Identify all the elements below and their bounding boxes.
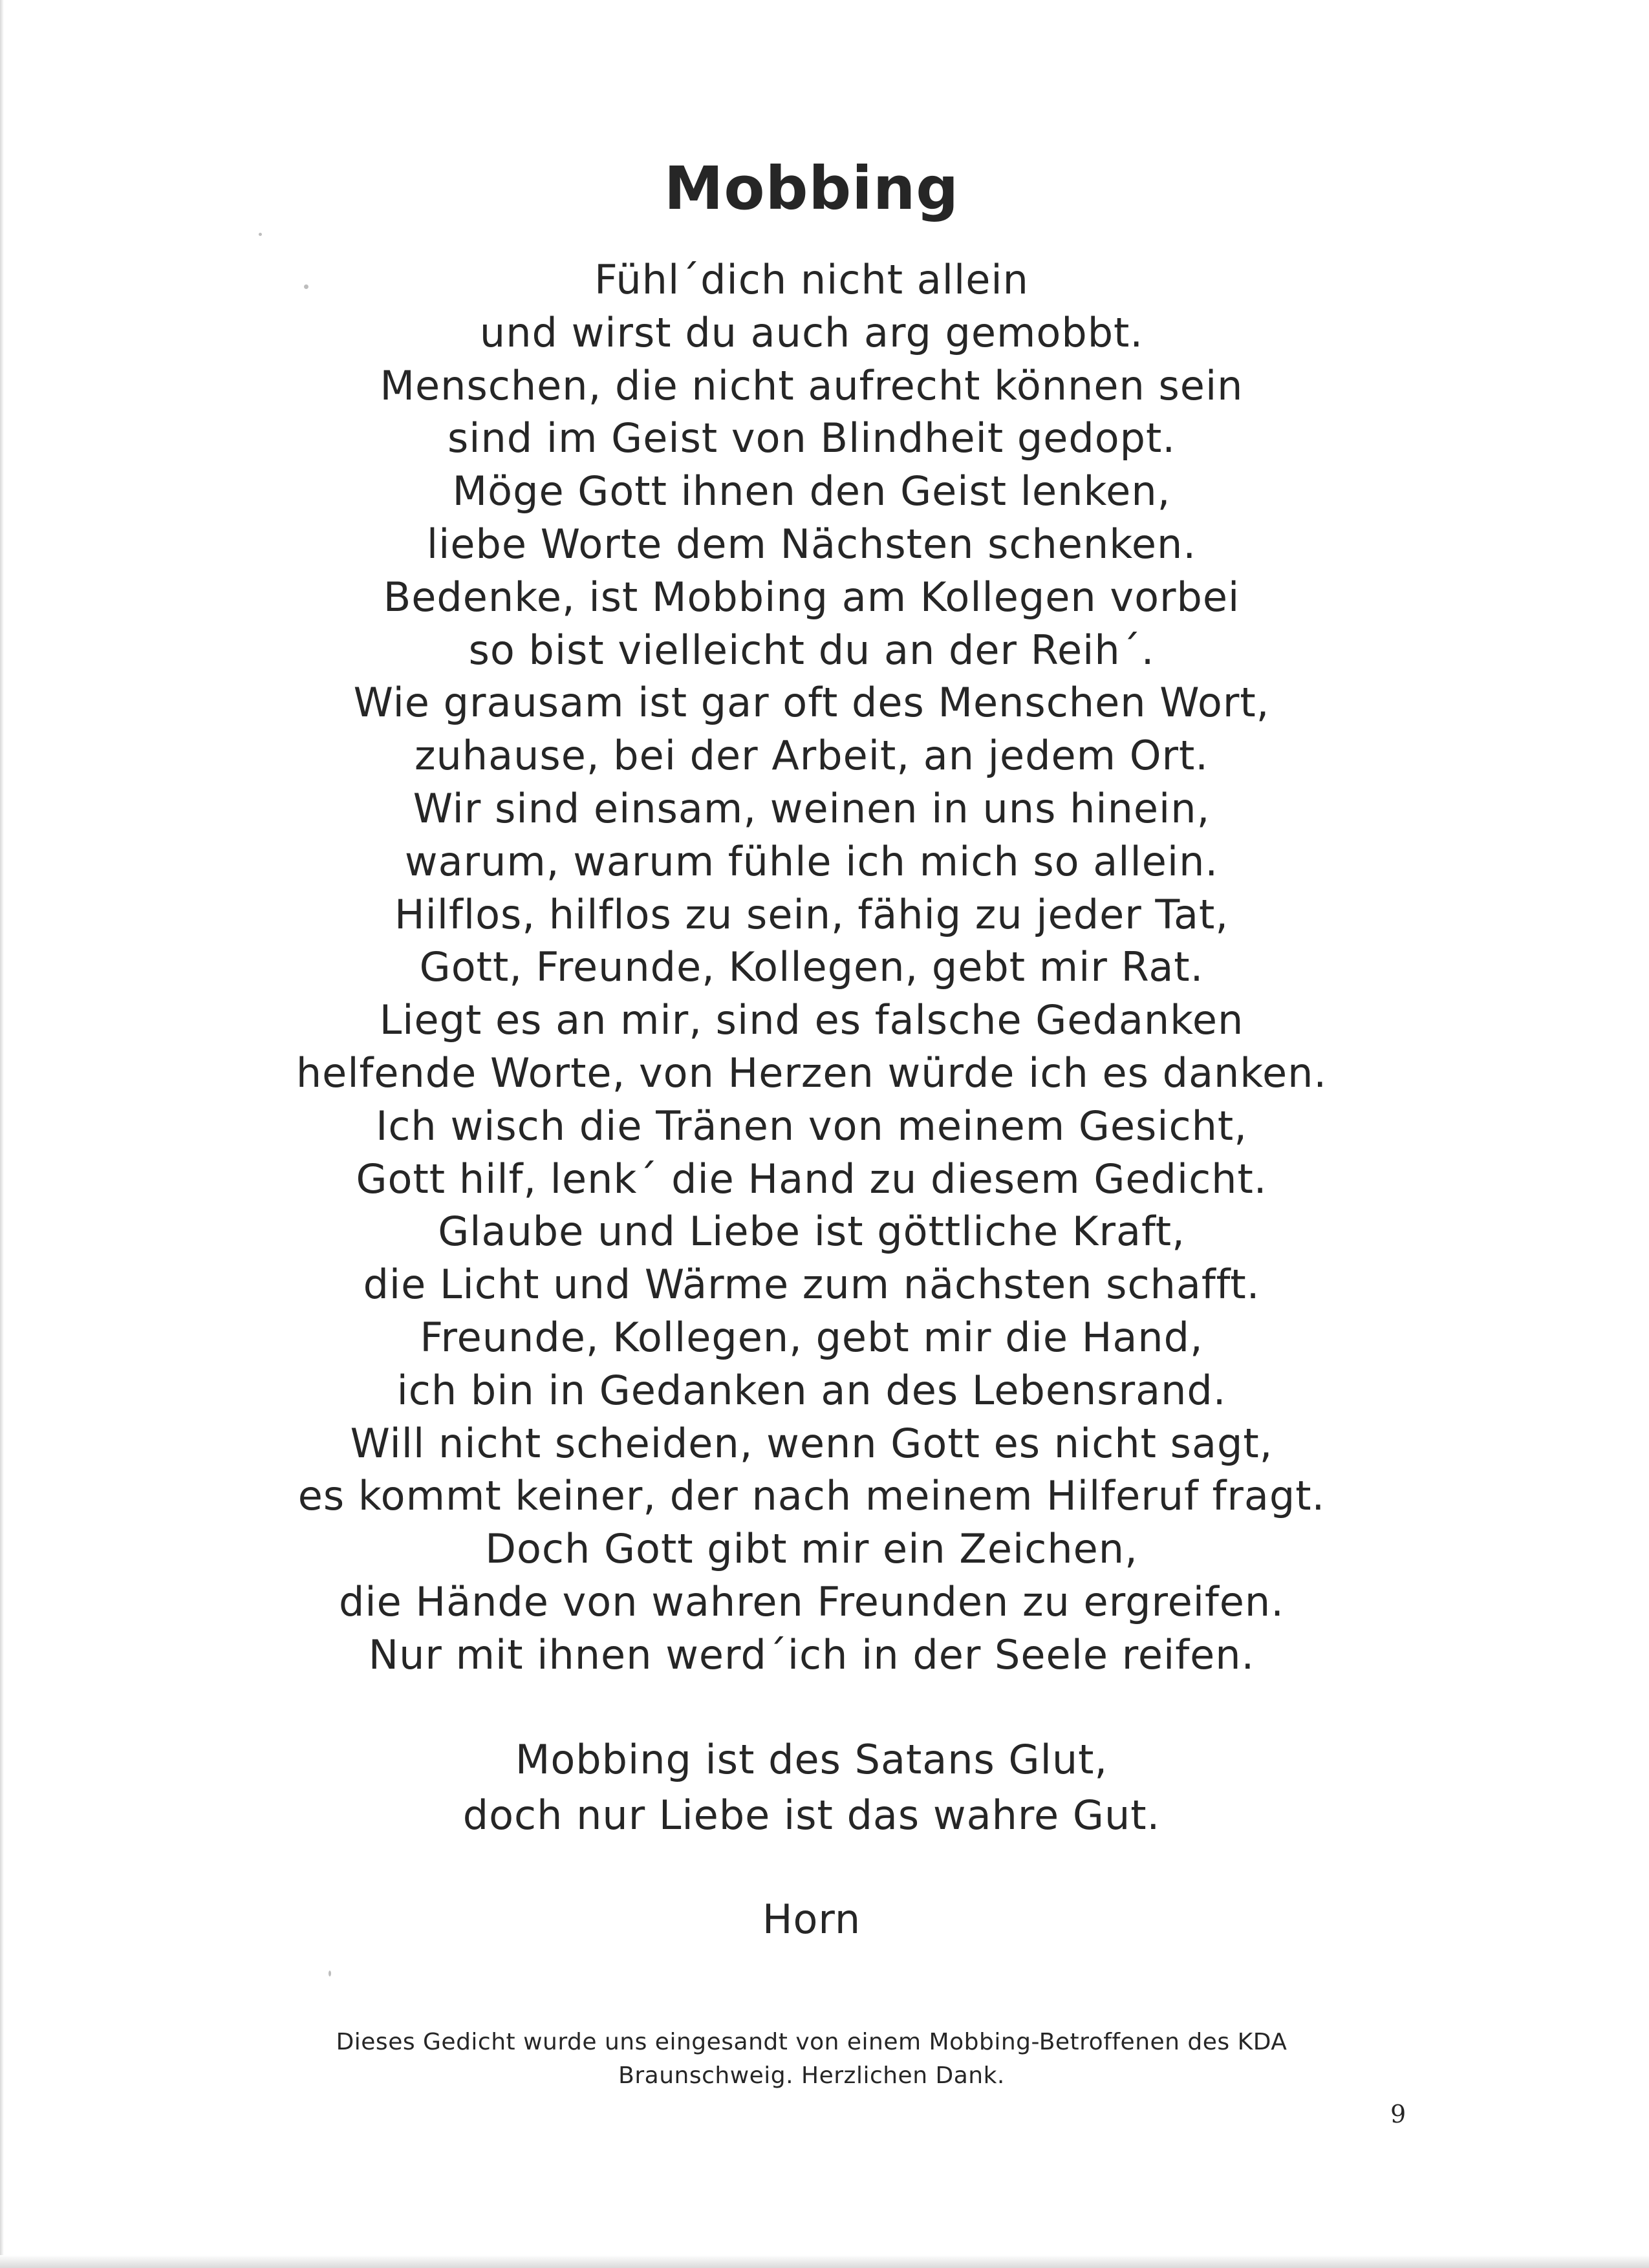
footnote-line: Dieses Gedicht wurde uns eingesandt von einem Mobbing-Betroffenen des KDA <box>336 2029 1288 2055</box>
poem-line: Nur mit ihnen werd´ich in der Seele reifen. <box>368 1631 1255 1678</box>
poem-line: Ich wisch die Tränen von meinem Gesicht, <box>376 1102 1247 1150</box>
poem-line: Wir sind einsam, weinen in uns hinein, <box>413 784 1211 832</box>
scan-speck <box>259 233 262 236</box>
poem-line: Möge Gott ihnen den Geist lenken, <box>452 467 1171 515</box>
poem-line: liebe Worte dem Nächsten schenken. <box>426 520 1197 568</box>
poem-line: sind im Geist von Blindheit gedopt. <box>447 414 1176 462</box>
scan-speck <box>329 1971 331 1976</box>
poem-title: Mobbing <box>663 153 960 223</box>
footnote <box>0 2026 1623 2093</box>
poem-line: Wie grausam ist gar oft des Menschen Wort, <box>353 679 1270 727</box>
poem-line: warum, warum fühle ich mich so allein. <box>404 837 1219 885</box>
poem-line: Liegt es an mir, sind es falsche Gedanken <box>379 996 1244 1044</box>
poem-body <box>0 253 1623 1682</box>
poem-line: Gott hilf, lenk´ die Hand zu diesem Gedicht. <box>356 1155 1267 1203</box>
poem-line: es kommt keiner, der nach meinem Hilferuf fragt. <box>297 1472 1326 1520</box>
poem-line: Hilflos, hilflos zu sein, fähig zu jeder Tat, <box>394 890 1229 938</box>
poem-author: Horn <box>762 1896 861 1943</box>
poem-line: die Hände von wahren Freunden zu ergreifen. <box>339 1578 1284 1625</box>
poem-line: helfende Worte, von Herzen würde ich es danken. <box>296 1049 1328 1097</box>
page-number: 9 <box>1390 2100 1406 2128</box>
scan-page-edge-bottom <box>0 2255 1649 2268</box>
poem-line: ich bin in Gedanken an des Lebensrand. <box>396 1366 1227 1414</box>
poem-line: Menschen, die nicht aufrecht können sein <box>380 361 1244 409</box>
poem-line: die Licht und Wärme zum nächsten schafft. <box>363 1261 1260 1309</box>
footnote-line: Braunschweig. Herzlichen Dank. <box>618 2062 1005 2089</box>
poem-line: Gott, Freunde, Kollegen, gebt mir Rat. <box>419 943 1204 991</box>
poem-line: und wirst du auch arg gemobbt. <box>479 308 1144 356</box>
poem-line: Fühl´dich nicht allein <box>594 256 1029 303</box>
poem-line: Doch Gott gibt mir ein Zeichen, <box>485 1525 1138 1573</box>
closing-line: Mobbing ist des Satans Glut, <box>515 1736 1108 1783</box>
poem-line: Will nicht scheiden, wenn Gott es nicht sagt, <box>350 1419 1273 1467</box>
poem-line: Glaube und Liebe ist göttliche Kraft, <box>438 1208 1185 1256</box>
poem-line: so bist vielleicht du an der Reih´. <box>468 626 1155 674</box>
poem-line: Bedenke, ist Mobbing am Kollegen vorbei <box>383 573 1240 621</box>
closing-line: doch nur Liebe ist das wahre Gut. <box>462 1792 1161 1839</box>
poem-line: Freunde, Kollegen, gebt mir die Hand, <box>420 1313 1203 1361</box>
poem-line: zuhause, bei der Arbeit, an jedem Ort. <box>414 732 1209 780</box>
poem-closing <box>0 1732 1623 1843</box>
